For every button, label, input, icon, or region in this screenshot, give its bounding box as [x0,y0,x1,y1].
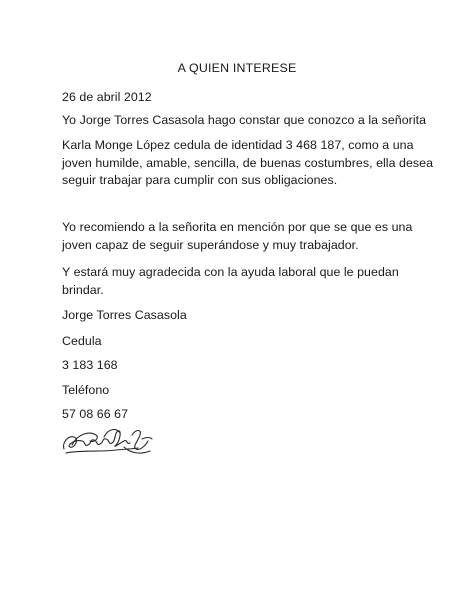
paragraph2-line-1: Yo recomiendo a la señorita en mención por que se que es una [62,220,413,234]
phone-label: Teléfono [62,383,110,397]
paragraph1-line-3: seguir trabajar para cumplir con sus obligaciones. [62,173,338,187]
letter-date: 26 de abril 2012 [62,90,152,104]
paragraph3-line-1: Y estará muy agradecida con la ayuda laboral que le puedan [62,265,399,279]
paragraph1-line-2: joven humilde, amable, sencilla, de buenas costumbres, ella desea [62,155,434,170]
signer-name: Jorge Torres Casasola [62,308,187,322]
handwritten-signature [60,419,156,461]
letter-title: A QUIEN INTERESE [177,61,297,75]
id-label: Cedula [62,334,102,348]
paragraph2-line-2: joven capaz de seguir superándose y muy trabajador. [62,237,359,252]
id-number: 3 183 168 [62,358,118,372]
paragraph1-line-1: Karla Monge López cedula de identidad 3 468 187, como a una [62,138,414,152]
intro-line: Yo Jorge Torres Casasola hago constar que conozco a la señorita [62,113,427,127]
phone-number: 57 08 66 67 [62,407,129,421]
paragraph3-line-2: brindar. [62,282,104,297]
